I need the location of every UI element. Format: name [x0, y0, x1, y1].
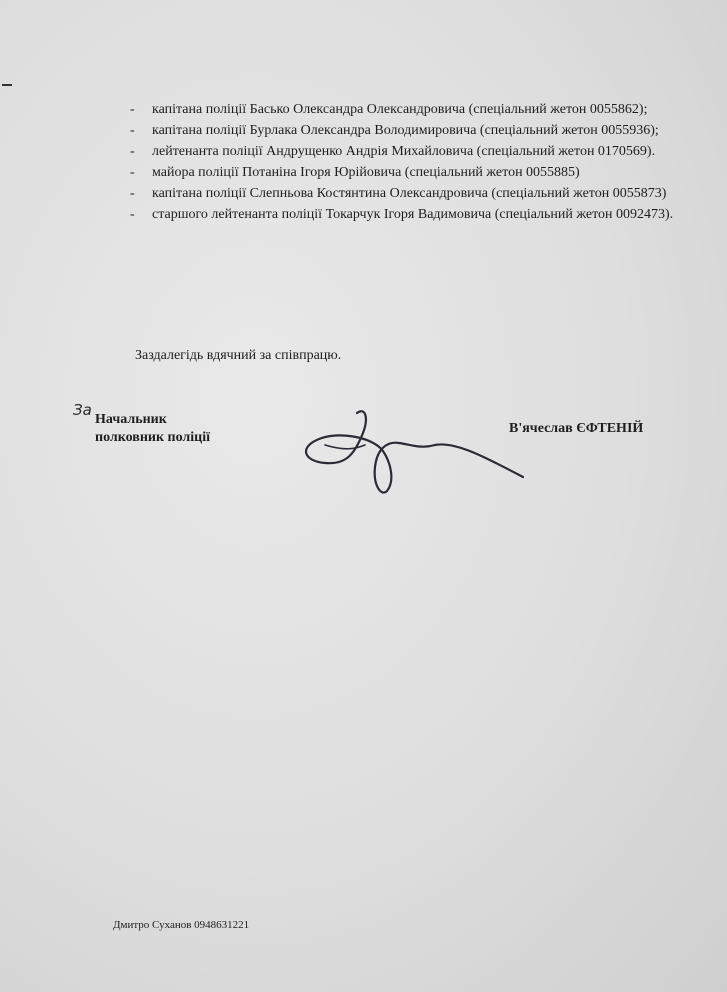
list-bullet: - [130, 165, 135, 180]
handwritten-signature [295, 405, 530, 500]
list-bullet: - [130, 207, 135, 222]
rank-title: полковник поліції [95, 430, 211, 445]
scan-mark [2, 84, 12, 86]
list-bullet: - [130, 123, 135, 138]
closing-line: Заздалегідь вдячний за співпрацю. [135, 348, 342, 363]
list-item [130, 100, 675, 120]
list-item-text: майора поліції Потаніна Ігоря Юрійовича (спеціальний жетон 0055885) [152, 165, 580, 180]
signatory-title-block [73, 401, 211, 447]
signatory-name: В'ячеслав ЄФТЕНІЙ [509, 421, 644, 436]
list-item [130, 142, 675, 162]
list-item-text: старшого лейтенанта поліції Токарчук Ігоря Вадимовича (спеціальний жетон 0092473). [152, 207, 674, 222]
officer-list [130, 100, 675, 226]
list-item-text: лейтенанта поліції Андрущенко Андрія Михайловича (спеціальний жетон 0170569). [152, 144, 656, 159]
list-item-text: капітана поліції Басько Олександра Олександровича (спеціальний жетон 0055862); [152, 102, 648, 117]
list-item-text: капітана поліції Бурлака Олександра Володимировича (спеціальний жетон 0055936); [152, 123, 659, 138]
footer-contact: Дмитро Суханов 0948631221 [113, 919, 250, 931]
list-item [130, 163, 675, 183]
list-item [130, 205, 675, 225]
handwritten-prefix: За [73, 401, 92, 419]
list-bullet: - [130, 102, 135, 117]
list-bullet: - [130, 144, 135, 159]
position-title: Начальник [95, 412, 167, 427]
list-bullet: - [130, 186, 135, 201]
list-item-text: капітана поліції Слепньова Костянтина Олександровича (спеціальний жетон 0055873) [152, 186, 667, 201]
list-item [130, 184, 675, 204]
list-item [130, 121, 675, 141]
